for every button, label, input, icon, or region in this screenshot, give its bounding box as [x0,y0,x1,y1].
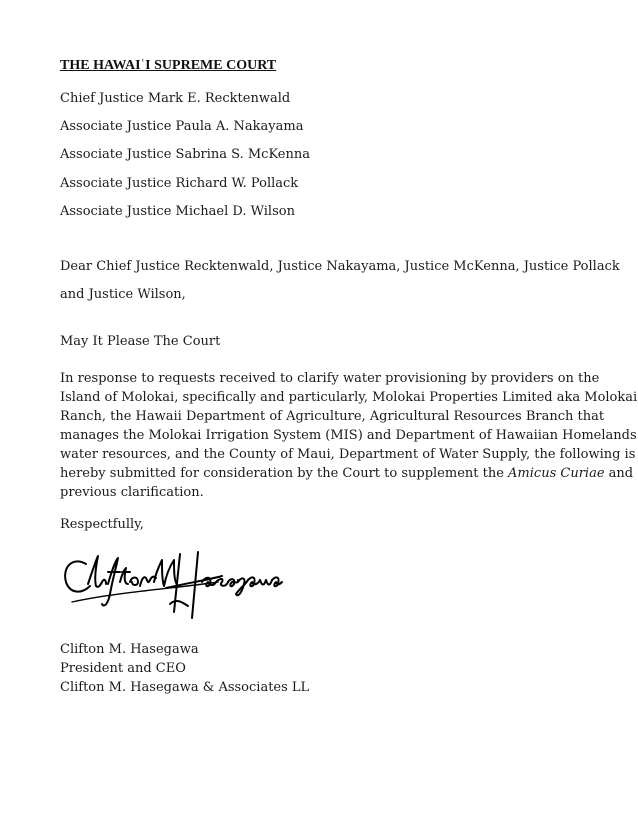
body-line [60,465,633,482]
salutation-line: Dear Chief Justice Recktenwald, Justice Nakayama, Justice McKenna, Justice Pollack [60,259,620,274]
justice-line: Associate Justice Richard W. Pollack [60,176,299,191]
body-line: water resources, and the County of Maui, Department of Water Supply, the following is [60,447,636,462]
justice-line: Associate Justice Paula A. Nakayama [60,119,304,134]
justice-line: Chief Justice Mark E. Recktenwald [60,91,291,106]
signer-name: Clifton M. Hasegawa [60,642,199,657]
body-text: and [604,466,634,481]
body-line: previous clarification. [60,485,204,500]
body-line: Ranch, the Hawaii Department of Agriculture, Agricultural Resources Branch that [60,409,605,424]
salutation-line: and Justice Wilson, [60,287,186,302]
body-line: manages the Molokai Irrigation System (MIS) and Department of Hawaiian Homelands [60,428,637,443]
address-line: May It Please The Court [60,334,221,349]
closing-text: Respectfully, [60,517,144,532]
body-line: In response to requests received to clarify water provisioning by providers on the [60,371,600,386]
body-line: Island of Molokai, specifically and particularly, Molokai Properties Limited aka Molokai [60,390,638,405]
signature-image [58,542,284,628]
justice-line: Associate Justice Michael D. Wilson [60,204,295,219]
amicus-curiae-term: Amicus Curiae [508,466,605,481]
justice-line: Associate Justice Sabrina S. McKenna [60,147,310,162]
signer-company: Clifton M. Hasegawa & Associates LL [60,680,310,695]
body-text: hereby submitted for consideration by the Court to supplement the [60,466,509,481]
signer-title: President and CEO [60,661,186,676]
court-heading: THE HAWAIʿI SUPREME COURT [60,58,277,73]
